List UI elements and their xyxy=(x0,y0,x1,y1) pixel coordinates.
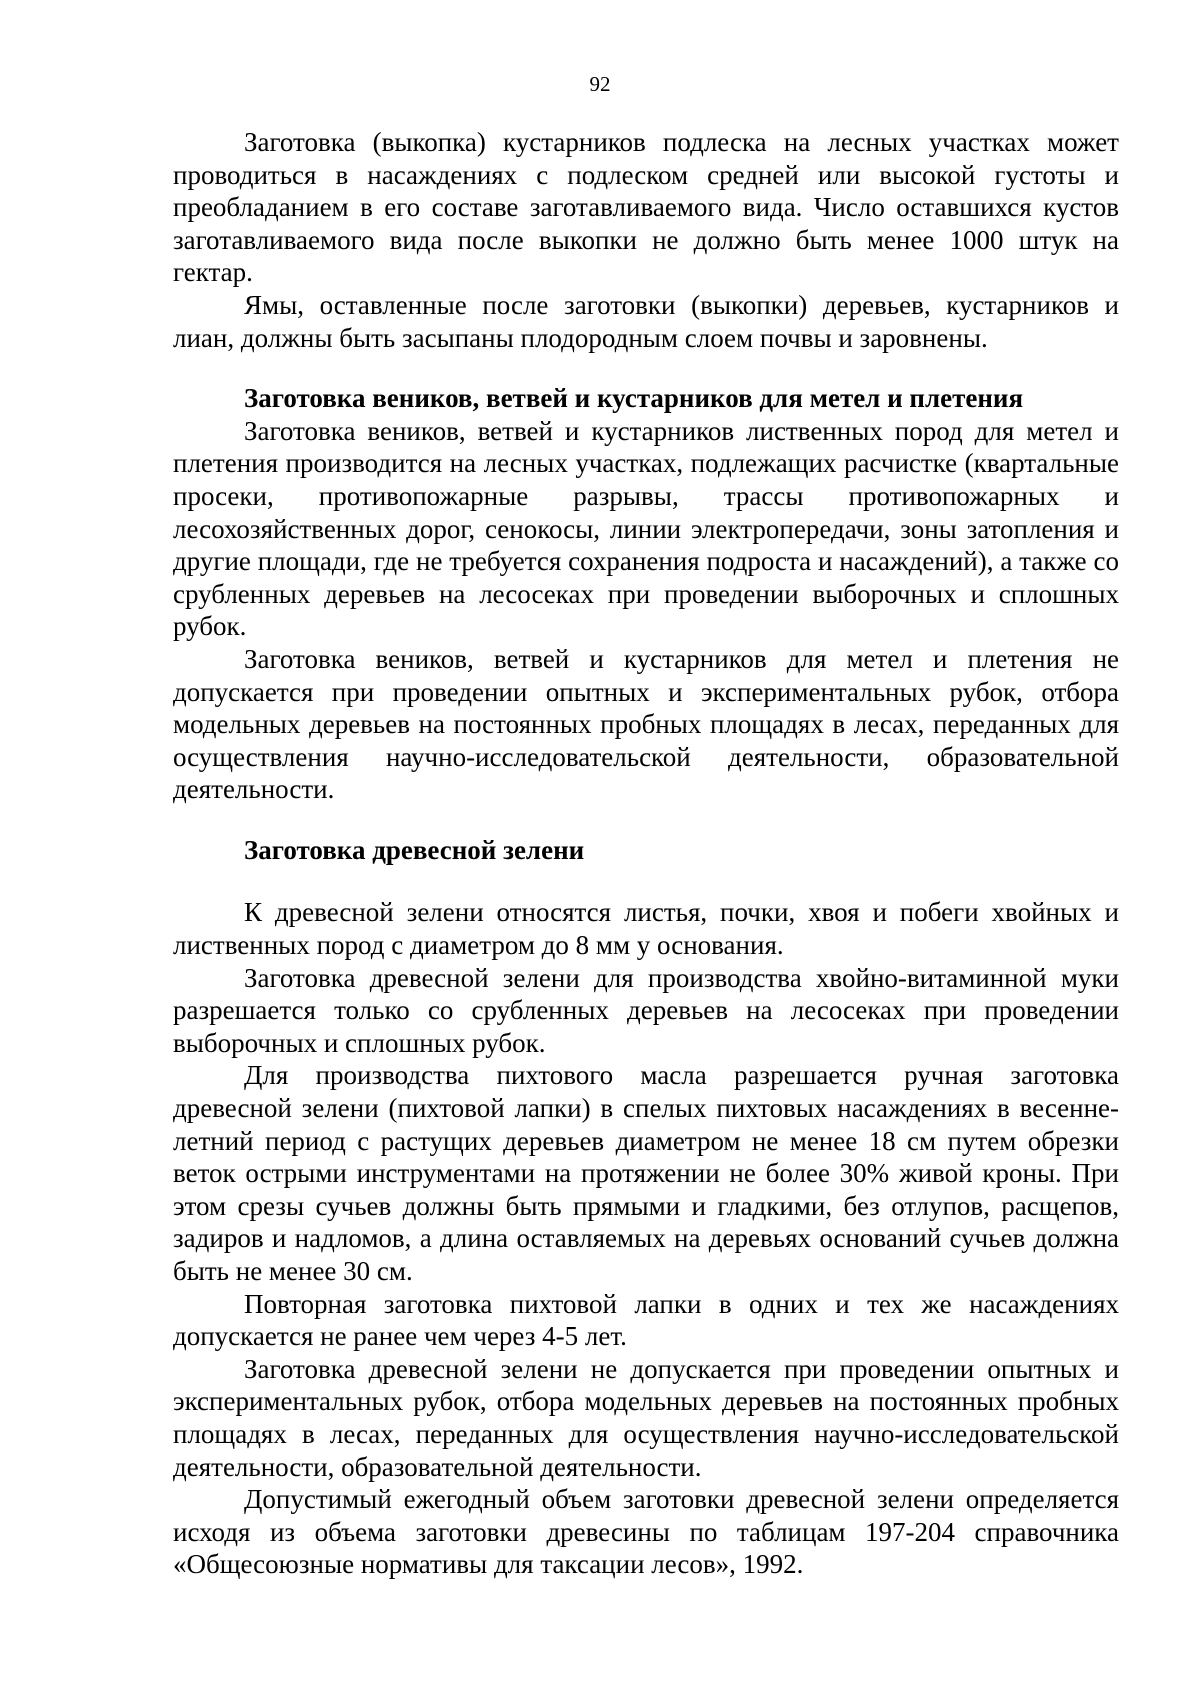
spacer xyxy=(173,866,1119,896)
page-body xyxy=(173,126,1119,1581)
paragraph-greenery-volume: Допустимый ежегодный объем заготовки древесной зелени определяется исходя из объема заготовки древесины по таблицам 197-204 справочника «Общесоюзные нормативы для таксации лесов», 1992. xyxy=(173,1484,1119,1580)
paragraph-greenery-vitamin-flour: Заготовка древесной зелени для производства хвойно-витаминной муки разрешается только со срубленных деревьев на лесосеках при проведении выборочных и сплошных рубок. xyxy=(173,962,1119,1058)
paragraph-brooms-allowed: Заготовка веников, ветвей и кустарников лиственных пород для метел и плетения производится на лесных участках, подлежащих расчистке (квартальные просеки, противопожарные разрывы, трассы противопожарных и лесохозяйственных дорог, сенокосы, линии электропередачи, зоны затопления и другие площади, где не требуется сохранения подроста и насаждений), а также со срубленных деревьев на лесосеках при проведении выборочных и сплошных рубок. xyxy=(173,415,1119,642)
paragraph-greenery-repeat: Повторная заготовка пихтовой лапки в одних и тех же насаждениях допускается не ранее чем через 4-5 лет. xyxy=(173,1288,1119,1352)
paragraph-greenery-fir-oil: Для производства пихтового масла разрешается ручная заготовка древесной зелени (пихтовой лапки) в спелых пихтовых насаждениях в весенне-летний период с растущих деревьев диаметром не менее 18 см путем обрезки веток острыми инструментами на протяжении не более 30% живой кроны. При этом срезы сучьев должны быть прямыми и гладкими, без отлупов, расщепов, задиров и надломов, а длина оставляемых на деревьях оснований сучьев должна быть не менее 30 см. xyxy=(173,1060,1119,1286)
paragraph-greenery-forbidden: Заготовка древесной зелени не допускается при проведении опытных и экспериментальных рубок, отбора модельных деревьев на постоянных пробных площадях в лесах, переданных для осуществления научно-исследовательской деятельности, образовательной деятельности. xyxy=(173,1353,1119,1482)
section-heading-brooms: Заготовка веников, ветвей и кустарников для метел и плетения xyxy=(244,383,1024,414)
paragraph-greenery-definition: К древесной зелени относятся листья, почки, хвоя и побеги хвойных и лиственных пород с диаметром до 8 мм у основания. xyxy=(173,897,1119,961)
paragraph-brooms-forbidden: Заготовка веников, ветвей и кустарников для метел и плетения не допускается при проведении опытных и экспериментальных рубок, отбора модельных деревьев на постоянных пробных площадях в лесах, переданных для осуществления научно-исследовательской деятельности, образовательной деятельности. xyxy=(173,643,1119,805)
spacer xyxy=(173,354,1119,382)
section-heading-greenery: Заготовка древесной зелени xyxy=(244,834,585,865)
paragraph-shrub-digging: Заготовка (выкопка) кустарников подлеска на лесных участках может проводиться в насаждениях с подлеском средней или высокой густоты и преобладанием в его составе заготавливаемого вида. Число оставшихся кустов заготавливаемого вида после выкопки не должно быть менее 1000 штук на гектар. xyxy=(173,127,1119,288)
page-number: 92 xyxy=(589,72,611,96)
spacer xyxy=(173,806,1119,834)
paragraph-pits-filling: Ямы, оставленные после заготовки (выкопки) деревьев, кустарников и лиан, должны быть засыпаны плодородным слоем почвы и заровнены. xyxy=(173,289,1119,353)
